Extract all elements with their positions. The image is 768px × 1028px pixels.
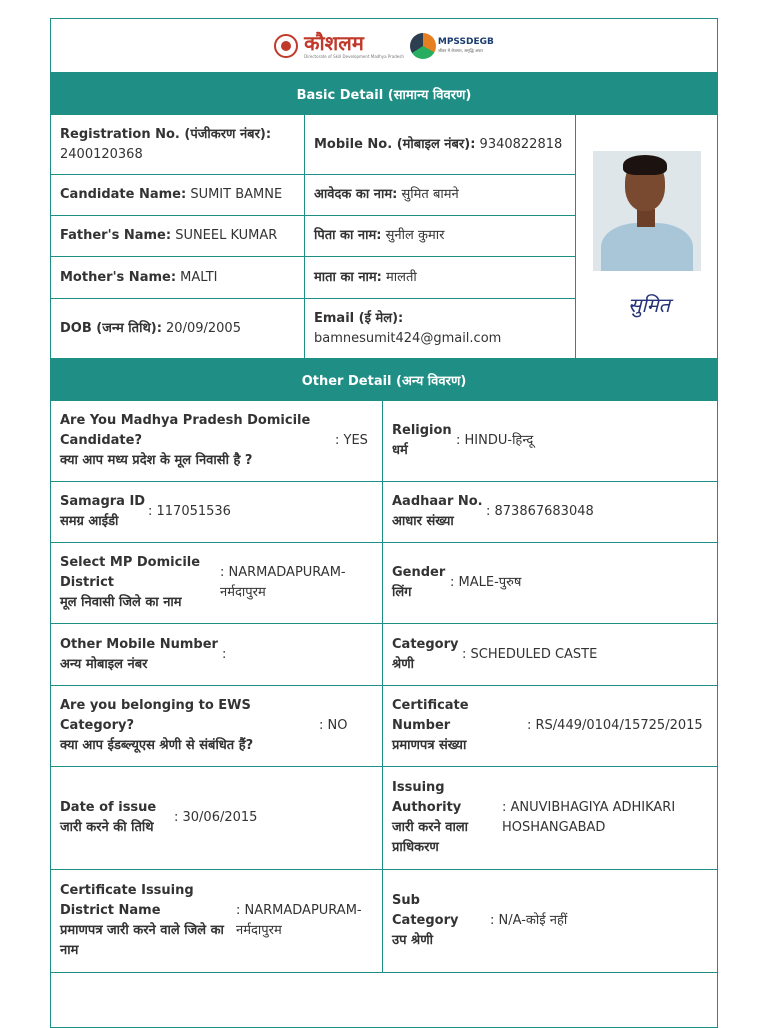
mother-name-value: MALTI [180,269,218,285]
religion-cell [383,401,717,482]
other-mobile-value: : [222,646,227,662]
email-cell [305,299,576,359]
issue-date-label: Date of issue [60,800,157,815]
candidate-signature: सुमित [627,292,671,317]
logo-title: कौशलम [304,30,364,55]
mpssdegb-text: MPSSDEGB [437,37,494,47]
mpssdegb-logo [410,33,494,59]
domicile-cell [51,401,383,482]
dob-label: DOB (जन्म तिथि): [60,320,162,336]
father-name-cell [51,216,305,257]
mother-name-label: Mother's Name: [60,269,177,285]
issue-date-label-hi: जारी करने की तिथि [60,820,154,835]
candidate-name-hi-label: आवेदक का नाम: [314,187,398,202]
cert-number-cell [383,686,717,767]
father-name-hi-value: सुनील कुमार [385,228,445,243]
sub-category-value: : N/A-कोई नहीं [490,913,568,928]
email-value: bamnesumit424@gmail.com [314,330,502,346]
ews-value: : NO [319,718,348,733]
domicile-value: : YES [335,433,368,448]
other-mobile-label: Other Mobile Number [60,636,218,652]
sub-category-cell [383,870,717,973]
mp-emblem-icon [274,34,298,58]
category-label: Category [392,636,459,652]
logo-header [51,19,717,73]
logo-subtitle: Directorate of Skill Development Madhya Pradesh [304,53,404,59]
dob-value: 20/09/2005 [166,320,241,336]
category-cell [383,624,717,686]
registration-value: 2400120368 [60,146,143,162]
issue-date-cell [51,767,383,870]
religion-label-hi: धर्म [392,443,408,458]
category-label-hi: श्रेणी [392,656,414,672]
domicile-label-hi: क्या आप मध्य प्रदेश के मूल निवासी है ? [60,453,253,468]
mobile-cell [305,115,576,175]
cert-number-value: : RS/449/0104/15725/2015 [527,718,703,733]
category-value: : SCHEDULED CASTE [462,646,598,662]
gender-label-hi: लिंग [392,585,412,600]
mother-name-hi-label: माता का नाम: [314,269,382,285]
mobile-value: 9340822818 [479,136,563,152]
cert-district-label-hi: प्रमाणपत्र जारी करने वाले जिले का नाम [60,923,224,958]
registration-label: Registration No. (पंजीकरण नंबर): [60,126,272,142]
mother-name-hi-value: मालती [386,269,417,285]
gender-value: : MALE-पुरुष [450,575,522,590]
ews-cell [51,686,383,767]
issuing-authority-cell [383,767,717,870]
mother-name-hi-cell [305,257,576,299]
district-label: Select MP Domicile District [60,555,201,590]
mother-name-cell [51,257,305,299]
aadhaar-label-hi: आधार संख्या [392,514,454,529]
sub-category-label: Sub Category [392,893,459,928]
cert-district-value: : NARMADAPURAM-नर्मदापुरम [236,903,362,938]
samagra-cell [51,482,383,543]
kaushalam-logo [304,30,404,59]
district-label-hi: मूल निवासी जिले का नाम [60,595,182,610]
mpssdegb-tagline: जीवन में रोजगार, समृद्धि अपार [437,48,483,53]
samagra-label-hi: समग्र आईडी [60,514,119,529]
issuing-authority-label-hi: जारी करने वाला प्राधिकरण [392,820,469,855]
candidate-name-cell [51,175,305,216]
mobile-label: Mobile No. (मोबाइल नंबर): [314,136,476,152]
ews-label-hi: क्या आप ईडब्ल्यूएस श्रेणी से संबंधित हैं? [60,738,254,753]
father-name-hi-label: पिता का नाम: [314,228,382,243]
basic-detail-table [51,115,717,359]
aadhaar-cell [383,482,717,543]
cert-number-label: Certificate Number [392,698,469,733]
registration-cell [51,115,305,175]
aadhaar-label: Aadhaar No. [392,494,483,509]
cert-district-label: Certificate Issuing District Name [60,883,194,918]
other-detail-heading: Other Detail (अन्य विवरण) [51,359,717,401]
candidate-photo [593,151,701,271]
photo-column [576,115,717,359]
samagra-label: Samagra ID [60,494,146,509]
father-name-label: Father's Name: [60,228,172,243]
district-value: : NARMADAPURAM-नर्मदापुरम [220,565,346,600]
ews-label: Are you belonging to EWS Category? [60,698,251,733]
email-label: Email (ई मेल): [314,310,404,326]
sub-category-label-hi: उप श्रेणी [392,933,434,948]
other-detail-table [51,401,717,973]
religion-value: : HINDU-हिन्दू [456,433,534,448]
domicile-label: Are You Madhya Pradesh Domicile Candidate? [60,413,311,448]
other-mobile-label-hi: अन्य मोबाइल नंबर [60,656,148,672]
gender-cell [383,543,717,624]
certificate-form [50,18,718,1028]
candidate-name-hi-value: सुमित बामने [401,187,459,202]
candidate-name-value: SUMIT BAMNE [190,187,283,202]
dob-cell [51,299,305,359]
father-name-hi-cell [305,216,576,257]
cert-number-label-hi: प्रमाणपत्र संख्या [392,738,467,753]
aadhaar-value: : 873867683048 [486,504,594,519]
father-name-value: SUNEEL KUMAR [175,228,278,243]
basic-detail-heading: Basic Detail (सामान्य विवरण) [51,73,717,115]
issuing-authority-label: Issuing Authority [392,780,462,815]
candidate-name-label: Candidate Name: [60,187,187,202]
samagra-value: : 117051536 [148,504,231,519]
cert-district-cell [51,870,383,973]
religion-label: Religion [392,423,452,438]
district-cell [51,543,383,624]
issuing-authority-value: : ANUVIBHAGIYA ADHIKARI HOSHANGABAD [502,800,676,835]
issue-date-value: : 30/06/2015 [174,810,258,825]
gender-label: Gender [392,565,446,580]
other-mobile-cell [51,624,383,686]
mpssdegb-emblem-icon [410,33,436,59]
candidate-name-hi-cell [305,175,576,216]
